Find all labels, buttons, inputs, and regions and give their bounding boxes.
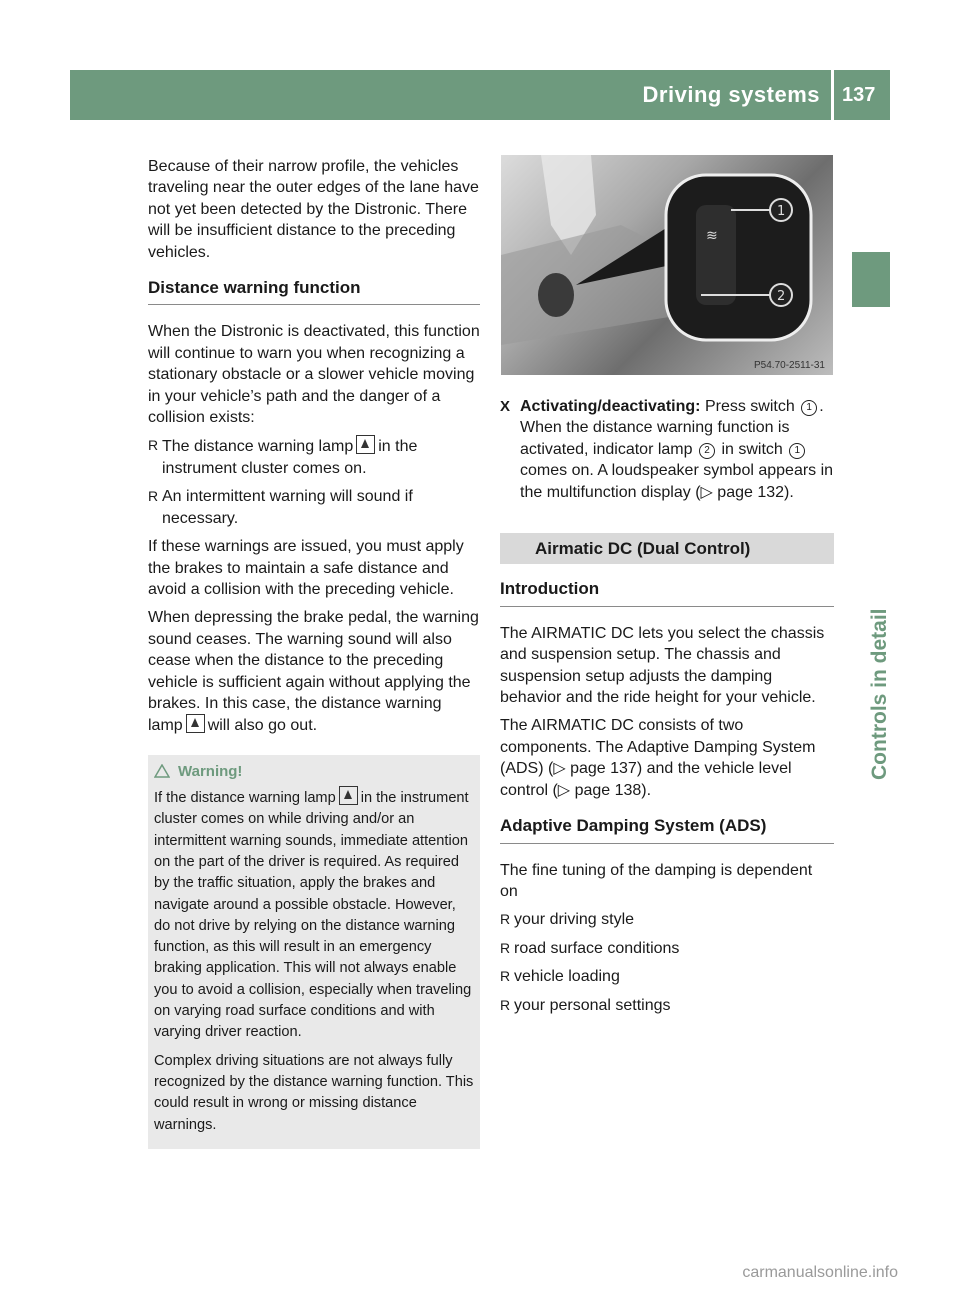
page-title: Driving systems [642,82,820,107]
side-tab-label: Controls in detail [868,608,891,780]
brake-paragraph: If these warnings are issued, you must apply the brakes to maintain a safe distance and avoid a collision with the preceding vehicle. [148,538,464,598]
page-ref-arrow-icon: ▷ [553,760,566,778]
distance-warning-lamp-icon [339,786,358,805]
switch-photo [501,155,833,375]
step-activate: X Activating/deactivating: Press switch 1 . When the distance warning function is activated, indicator lamp 2 in switch 1 comes on. A loudspeaker symbol appears in the multifunction display (▷ page 132). [500,396,834,503]
switch-photo-drawing [501,155,833,375]
callout-1-icon: 1 [801,400,817,416]
right-column [500,396,834,1023]
left-column [148,156,480,1149]
warning-list [148,435,480,529]
page-number: 137 [842,84,876,106]
ads-list [500,909,834,1016]
intro-paragraph: Because of their narrow profile, the vehicles traveling near the outer edges of the lane have not yet been detected by the Distronic. There will be insufficient distance to the preceding vehicles. [148,158,479,261]
callout-2-icon: 2 [699,443,715,459]
list-item: R An intermittent warning will sound if necessary. [148,486,480,529]
list-item: R road surface conditions [500,938,834,959]
callout-2: 2 [777,289,786,304]
distance-warning-lamp-icon [356,435,375,454]
header-divider [831,70,834,120]
brake-pedal-paragraph: When depressing the brake pedal, the warning sound ceases. The warning sound will also cease when the distance to the preceding vehicle is sufficient again without applying the brakes. In this case, the distance warning lamp will also go out. [148,609,479,735]
warning-paragraph: If the distance warning lamp in the instrument cluster comes on while driving and/or an intermittent warning sounds, immediate attention on the part of the driver is required. As required by the traffic situation, apply the brakes and navigate around a possible obstacle. However, do not drive by relying on the distance warning function, as this will result in an emergency braking application. This will not always enable you to avoid a collision, especially when traveling on varying road surface conditions and with varying driver reaction. [154,786,474,1044]
intro-paragraph: The AIRMATIC DC lets you select the chassis and suspension setup. The chassis and suspension setup adjusts the damping behavior and the ride height for your vehicle. [500,624,825,707]
photo-code: P54.70-2511-31 [754,360,825,371]
introduction-heading: Introduction [500,578,834,606]
list-item: R vehicle loading [500,966,834,987]
callout-1: 1 [777,204,786,219]
distance-warning-heading: Distance warning function [148,277,480,305]
ads-paragraph: The fine tuning of the damping is dependent on [500,861,813,900]
list-item: R your driving style [500,909,834,930]
watermark: carmanualsonline.info [742,1264,898,1281]
page-ref-arrow-icon: ▷ [557,781,571,799]
list-item: R The distance warning lamp in the instrument cluster comes on. [148,435,480,479]
warning-title: Warning! [154,761,474,782]
distance-warning-lamp-icon [186,714,205,733]
page-ref-arrow-icon: ▷ [700,483,713,501]
components-paragraph: The AIRMATIC DC consists of two components. The Adaptive Damping System (ADS) (▷ page 137) and the vehicle level control (▷ page 138). [500,717,816,799]
airmatic-heading: Airmatic DC (Dual Control) [500,533,834,564]
warning-box [148,755,480,1149]
side-tab-marker [852,252,890,307]
warning-triangle-icon [154,764,170,778]
callout-1-icon: 1 [789,443,805,459]
warning-paragraph-2: Complex driving situations are not always fully recognized by the distance warning function. This could result in wrong or missing distance warnings. [154,1052,474,1133]
list-item: R your personal settings [500,995,834,1016]
svg-text:≋: ≋ [706,228,718,244]
distance-warning-paragraph: When the Distronic is deactivated, this function will continue to warn you when recognizing a stationary obstacle or a slower vehicle moving in your vehicle’s path and the danger of a collision exists: [148,323,480,427]
ads-heading: Adaptive Damping System (ADS) [500,815,834,843]
